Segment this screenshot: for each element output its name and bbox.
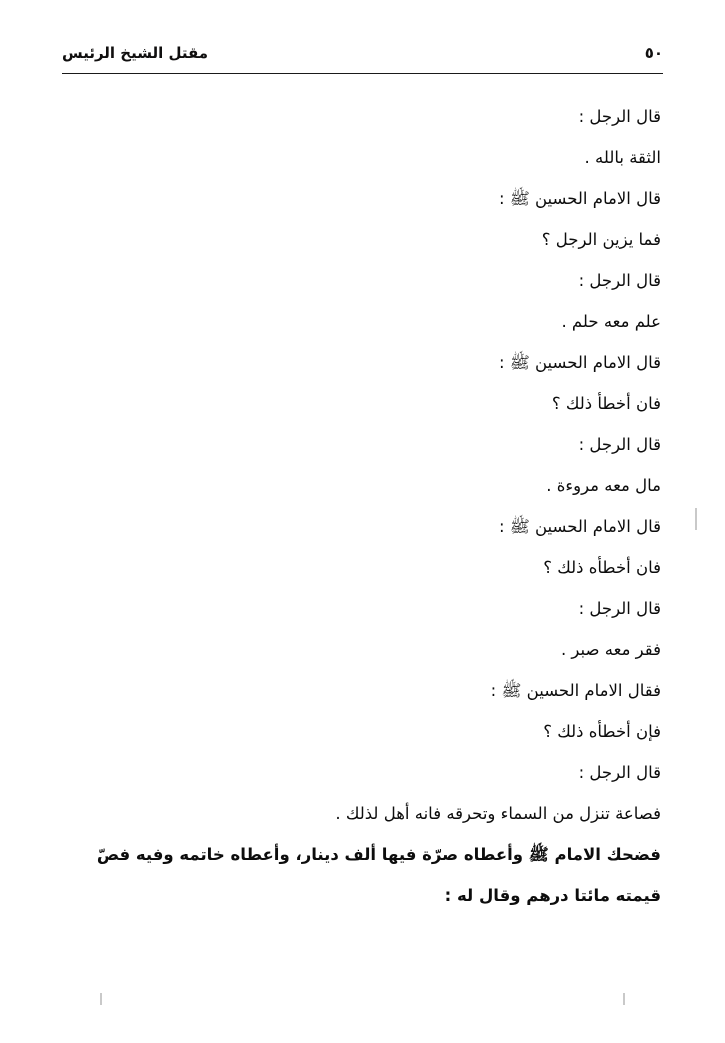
text-line: قال الامام الحسين ﷺ : (499, 517, 661, 536)
body-text (70, 96, 661, 916)
text-line: فما يزين الرجل ؟ (541, 230, 661, 249)
text-line: الثقة بالله . (584, 148, 661, 167)
text-line: فان أخطأ ذلك ؟ (551, 394, 661, 413)
scan-artifact (100, 993, 102, 1005)
text-line: قال الرجل : (578, 763, 661, 782)
text-line: قال الرجل : (578, 599, 661, 618)
text-line: قال الامام الحسين ﷺ : (499, 353, 661, 372)
text-line: فصاعة تنزل من السماء وتحرقه فانه أهل لذلك . (335, 804, 661, 823)
page-number: ٥٠ (644, 44, 663, 62)
text-line: فإن أخطأه ذلك ؟ (543, 722, 661, 741)
text-line: مال معه مروءة . (546, 476, 661, 495)
text-line: قال الرجل : (578, 271, 661, 290)
text-line: فقر معه صبر . (560, 640, 661, 659)
text-line: فضحك الامام ﷺ وأعطاه صرّة فيها ألف دينار، وأعطاه خاتمه وفيه فصّ قيمته مائتا درهم وقال له : (96, 845, 661, 905)
text-line: قال الامام الحسين ﷺ : (499, 189, 661, 208)
book-title: مقتل الشيخ الرئيس (62, 44, 209, 62)
header-divider (62, 73, 663, 74)
text-line: قال الرجل : (578, 107, 661, 126)
text-line: علم معه حلم . (561, 312, 661, 331)
scan-artifact (623, 993, 625, 1005)
text-line: فقال الامام الحسين ﷺ : (490, 681, 661, 700)
text-line: فان أخطأه ذلك ؟ (543, 558, 661, 577)
scan-artifact (695, 508, 697, 530)
page-header (62, 44, 663, 74)
text-line: قال الرجل : (578, 435, 661, 454)
